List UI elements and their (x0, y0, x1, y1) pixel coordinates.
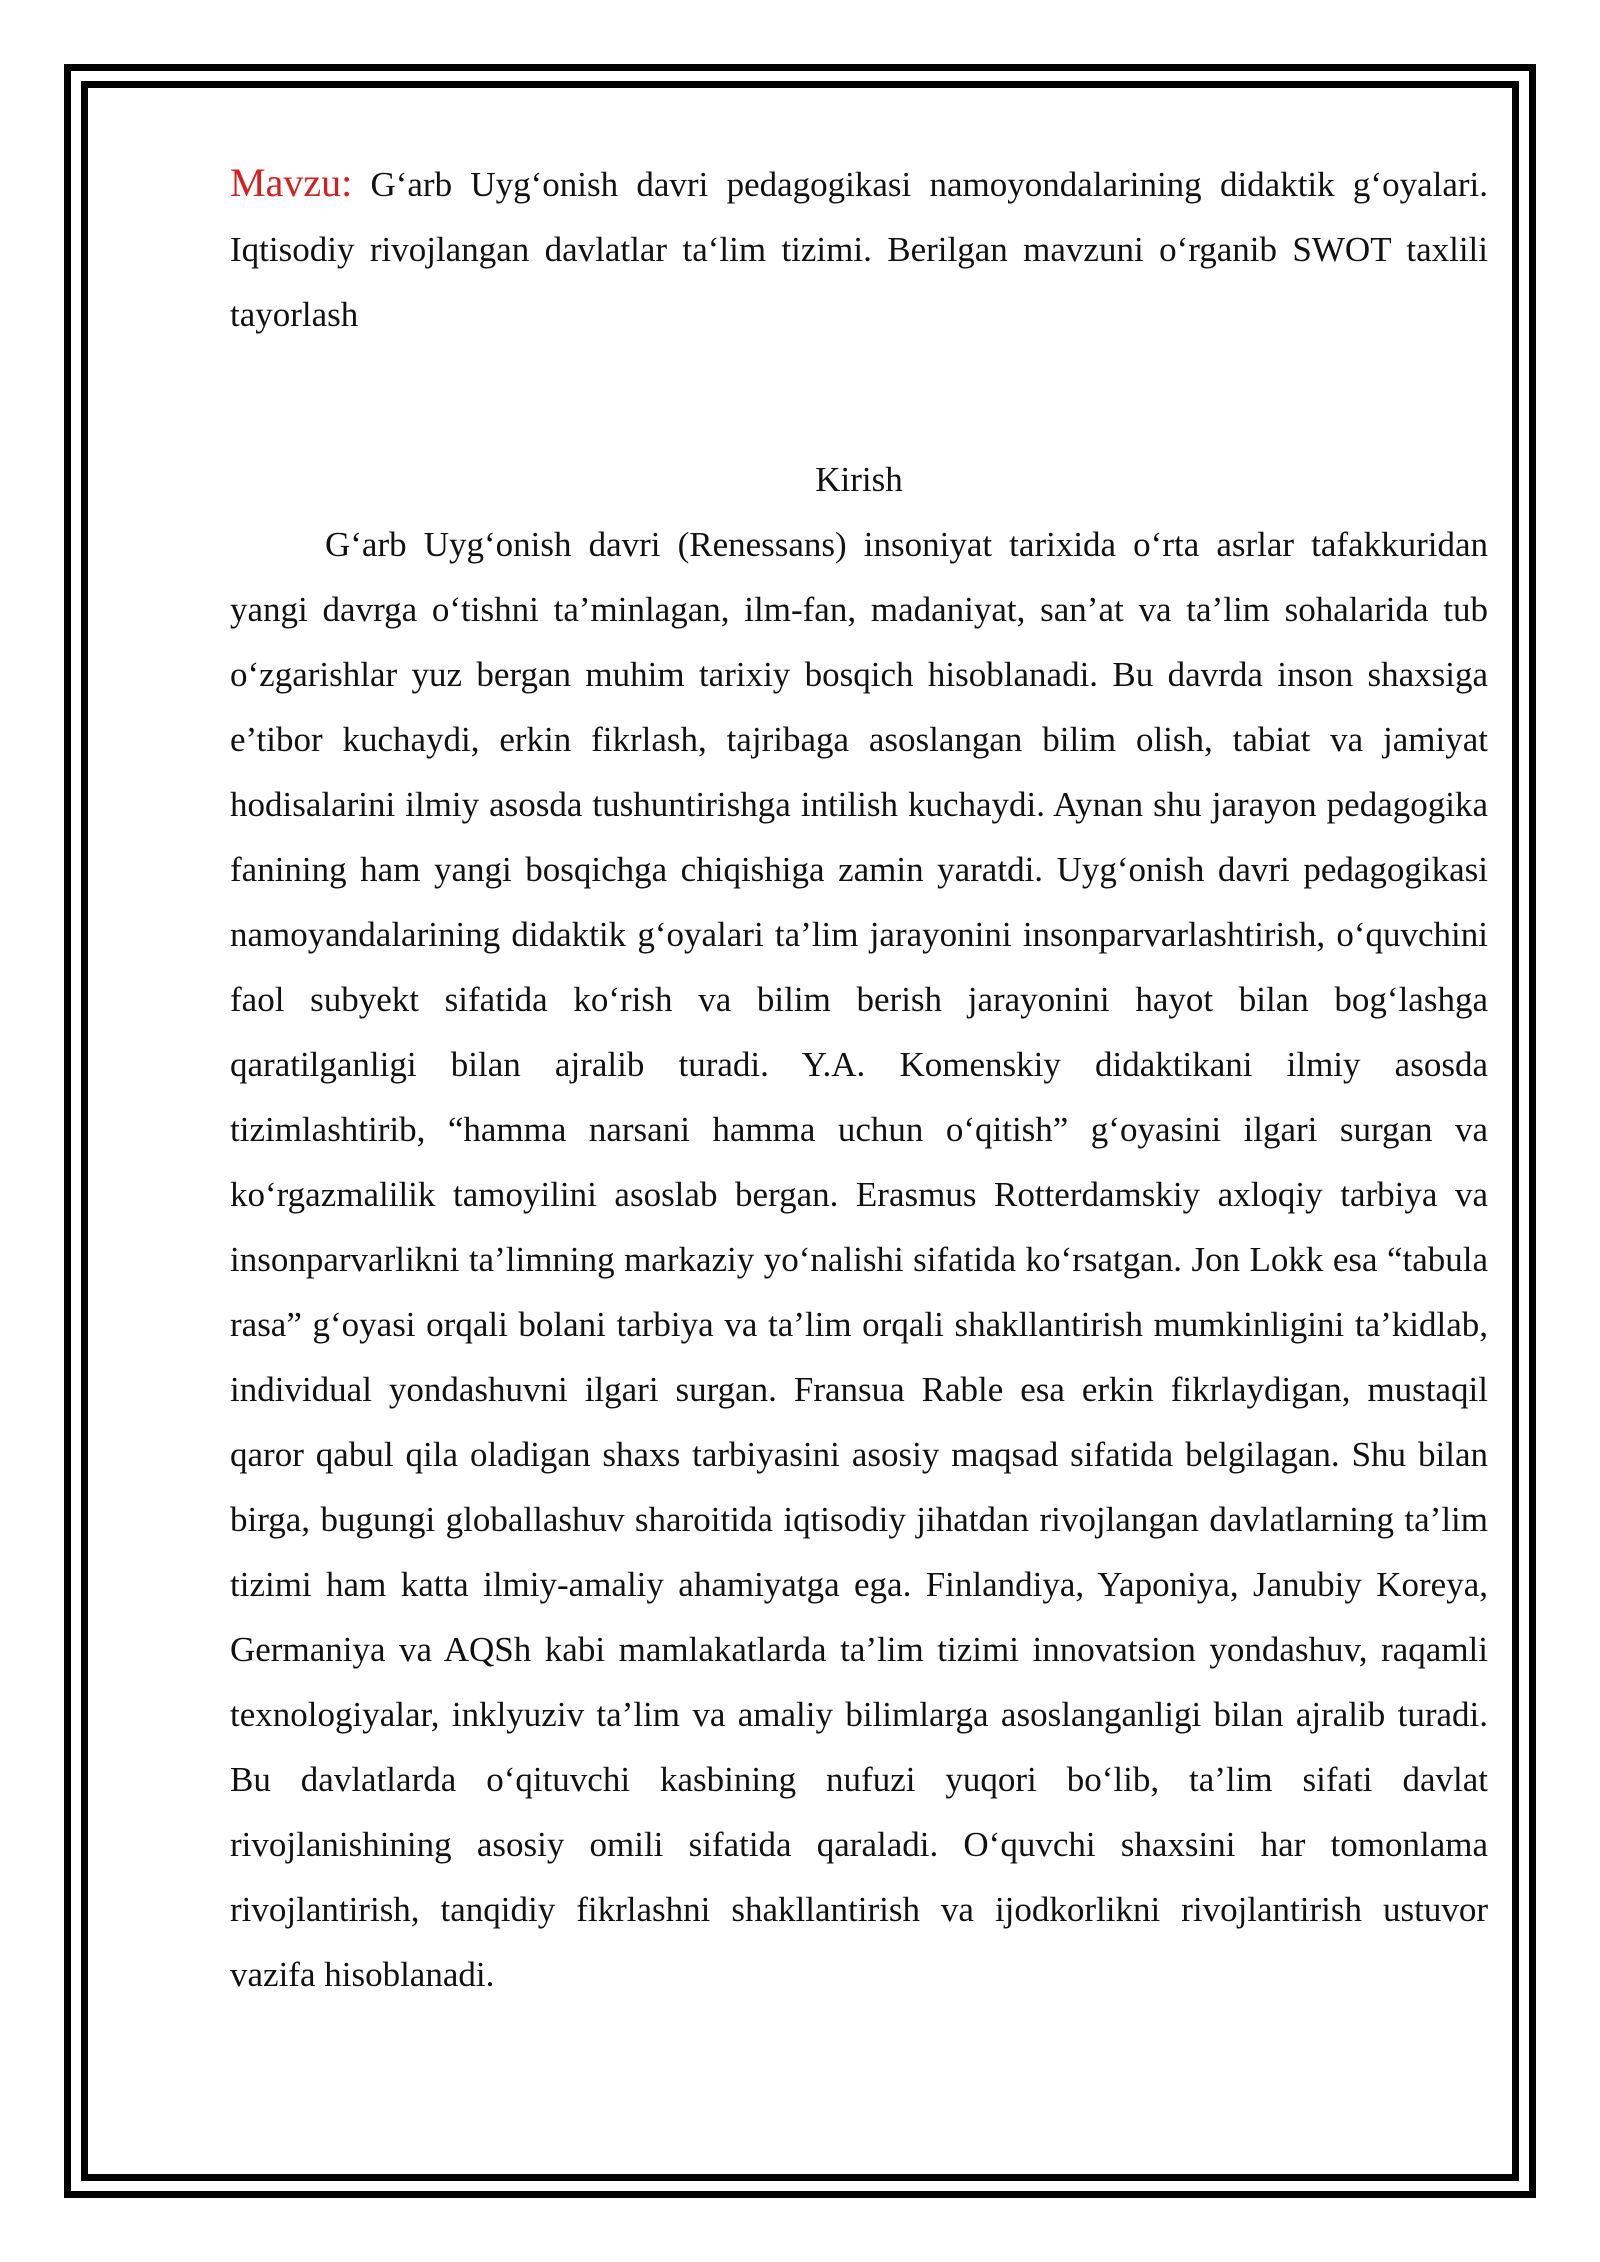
document-body (230, 150, 1488, 2007)
section-heading: Kirish (815, 460, 903, 499)
intro-paragraph: G‘arb Uyg‘onish davri (Renessans) insoniyat tarixida o‘rta asrlar tafakkuridan yangi davrga o‘tishni ta’minlagan, ilm-fan, madaniyat, san’at va ta’lim sohalarida tub o‘zgarishlar yuz bergan muhim tarixiy bosqich hisoblanadi. Bu davrda inson shaxsiga e’tibor kuchaydi, erkin fikrlash, tajribaga asoslangan bilim olish, tabiat va jamiyat hodisalarini ilmiy asosda tushuntirishga intilish kuchaydi. Aynan shu jarayon pedagogika fanining ham yangi bosqichga chiqishiga zamin yaratdi. Uyg‘onish davri pedagogikasi namoyandalarining didaktik g‘oyalari ta’lim jarayonini insonparvarlashtirish, o‘quvchini faol subyekt sifatida ko‘rish va bilim berish jarayonini hayot bilan bog‘lashga qaratilganligi bilan ajralib turadi. Y.A. Komenskiy didaktikani ilmiy asosda tizimlashtirib, “hamma narsani hamma uchun o‘qitish” g‘oyasini ilgari surgan va ko‘rgazmalilik tamoyilini asoslab bergan. Erasmus Rotterdamskiy axloqiy tarbiya va insonparvarlikni ta’limning markaziy yo‘nalishi sifatida ko‘rsatgan. Jon Lokk esa “tabula rasa” g‘oyasi orqali bolani tarbiya va ta’lim orqali shakllantirish mumkinligini ta’kidlab, individual yondashuvni ilgari surgan. Fransua Rable esa erkin fikrlaydigan, mustaqil qaror qabul qila oladigan shaxs tarbiyasini asosiy maqsad sifatida belgilagan. Shu bilan birga, bugungi globallashuv sharoitida iqtisodiy jihatdan rivojlangan davlatlarning ta’lim tizimi ham katta ilmiy-amaliy ahamiyatga ega. Finlandiya, Yaponiya, Janubiy Koreya, Germaniya va AQSh kabi mamlakatlarda ta’lim tizimi innovatsion yondashuv, raqamli texnologiyalar, inklyuziv ta’lim va amaliy bilimlarga asoslanganligi bilan ajralib turadi. Bu davlatlarda o‘qituvchi kasbining nufuzi yuqori bo‘lib, ta’lim sifati davlat rivojlanishining asosiy omili sifatida qaraladi. O‘quvchi shaxsini har tomonlama rivojlantirish, tanqidiy fikrlashni shakllantirish va ijodkorlikni rivojlantirish ustuvor vazifa hisoblanadi. (230, 525, 1488, 1994)
topic-text: G‘arb Uyg‘onish davri pedagogikasi namoyondalarining didaktik g‘oyalari. Iqtisodiy rivojlangan davlatlar ta‘lim tizimi. Berilgan mavzuni o‘rganib SWOT taxlili tayorlash (230, 165, 1489, 334)
topic-paragraph (230, 150, 1488, 347)
topic-label: Mavzu: (230, 160, 353, 205)
